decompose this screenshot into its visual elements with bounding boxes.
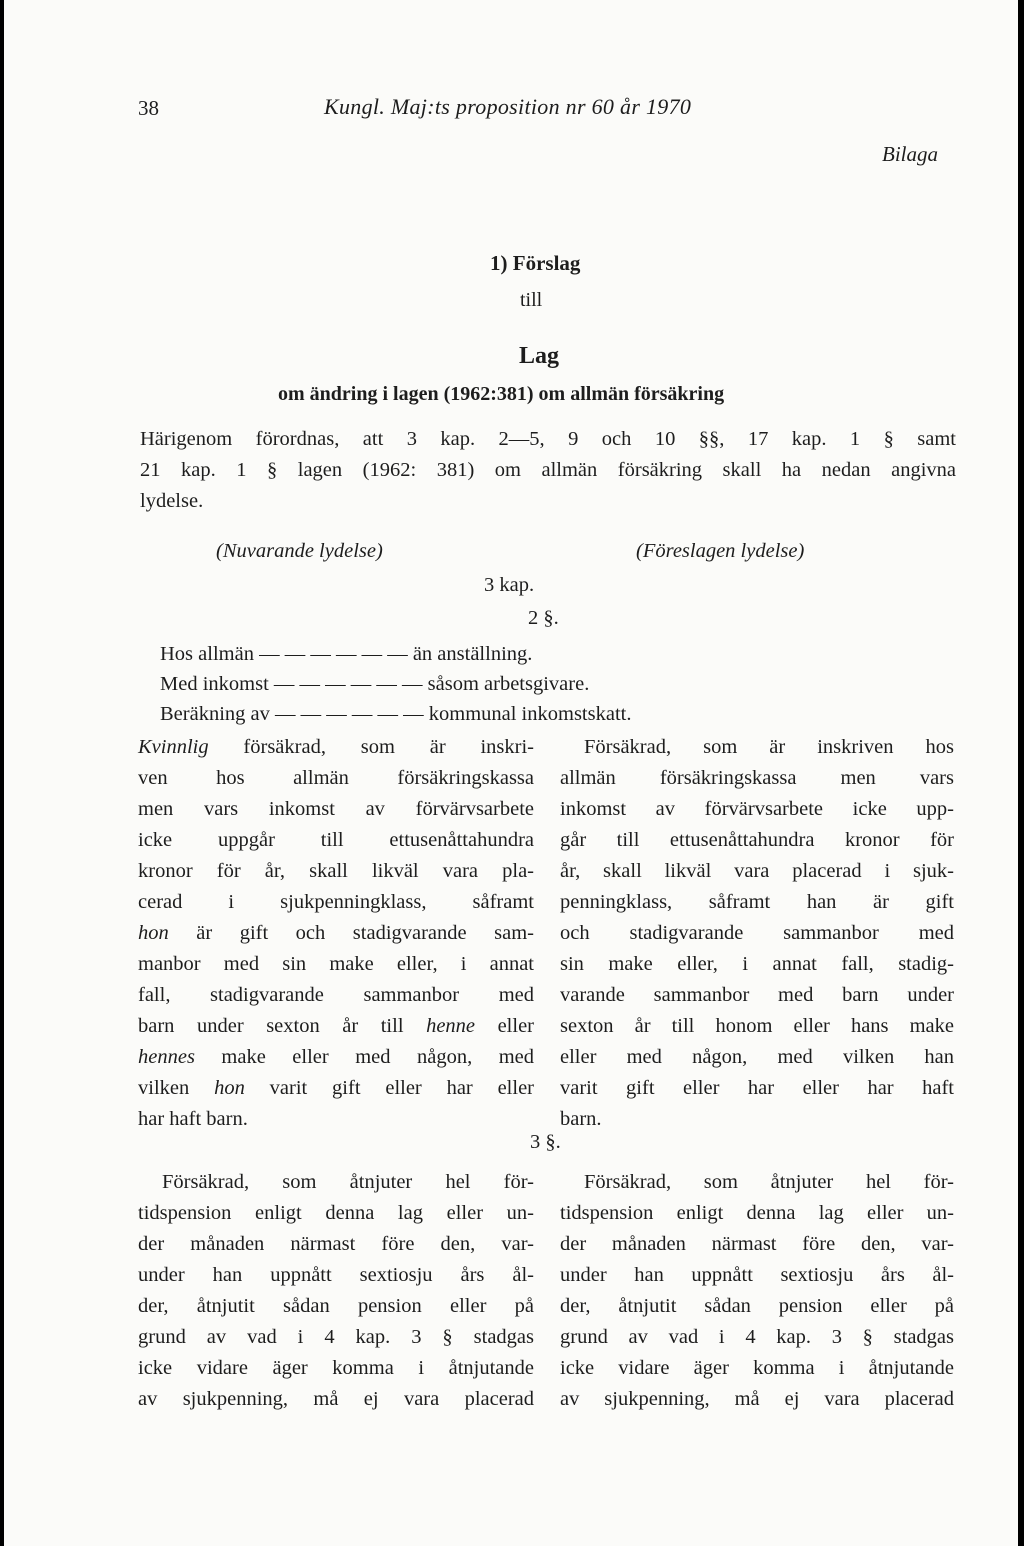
text-line: hennes make eller med någon, med [138,1046,534,1068]
text-line: manbor med sin make eller, i annat [138,953,534,975]
law-heading: Lag [519,343,560,369]
text-line: fall, stadigvarande sammanbor med [138,984,534,1006]
text-line: Försäkrad, som åtnjuter hel för- [584,1171,954,1193]
page-number: 38 [138,96,159,120]
text-line: av sjukpenning, må ej vara placerad [560,1388,954,1410]
text-line: sexton år till honom eller hans make [560,1015,954,1037]
text-line: ven hos allmän försäkringskassa [138,767,534,789]
intro-line: Härigenom förordnas, att 3 kap. 2—5, 9 och 10 §§, 17 kap. 1 § samt [140,428,956,450]
section-2-proposed-text [560,732,954,1135]
text-line: under han uppnått sextiosju års ål- [560,1264,954,1286]
text-line: men vars inkomst av förvärvsarbete [138,798,534,820]
text-line: och stadigvarande sammanbor med [560,922,954,944]
elision-dashes: — — — — — — [259,643,408,665]
proposal-till: till [520,289,543,311]
text-line: Försäkrad, som är inskriven hos [584,736,954,758]
dashed-line-1: Hos allmän — — — — — — än anställning. [160,643,533,665]
appendix-label: Bilaga [882,142,938,166]
section-2-current-text [138,732,534,1135]
section-3-current-text [138,1167,534,1415]
text-line: inkomst av förvärvsarbete icke upp- [560,798,954,820]
proposed-wording-label: (Föreslagen lydelse) [636,540,805,562]
text-line: vilken hon varit gift eller har eller [138,1077,534,1099]
text-line: grund av vad i 4 kap. 3 § stadgas [560,1326,954,1348]
text-line: under han uppnått sextiosju års ål- [138,1264,534,1286]
intro-line: 21 kap. 1 § lagen (1962: 381) om allmän försäkring skall ha nedan angivna [140,459,956,481]
document-page [4,0,1018,1546]
text-line: grund av vad i 4 kap. 3 § stadgas [138,1326,534,1348]
running-title: Kungl. Maj:ts proposition nr 60 år 1970 [324,94,692,119]
text-line: barn. [560,1108,602,1130]
text-line: varit gift eller har eller har haft [560,1077,954,1099]
current-wording-label: (Nuvarande lydelse) [216,540,383,562]
text-line: der månaden närmast före den, var- [560,1233,954,1255]
dashed-line-2: Med inkomst — — — — — — såsom arbetsgivare. [160,673,590,695]
text-line: icke vidare äger komma i åtnjutande [560,1357,954,1379]
text-line: der månaden närmast före den, var- [138,1233,534,1255]
text-line: kronor för år, skall likväl vara pla- [138,860,534,882]
text-line: allmän försäkringskassa men vars [560,767,954,789]
text-line: tidspension enligt denna lag eller un- [560,1202,954,1224]
intro-line: lydelse. [140,490,204,512]
section-3-proposed-text [560,1167,954,1415]
text-line: cerad i sjukpenningklass, såframt [138,891,534,913]
text-line: går till ettusenåttahundra kronor för [560,829,954,851]
text-line: har haft barn. [138,1108,248,1130]
text-line: tidspension enligt denna lag eller un- [138,1202,534,1224]
elision-dashes: — — — — — — [273,673,423,695]
text-line: varande sammanbor med barn under [560,984,954,1006]
text-line: eller med någon, med vilken han [560,1046,954,1068]
text-line: sin make eller, i annat fall, stadig- [560,953,954,975]
text-line: Försäkrad, som åtnjuter hel för- [162,1171,534,1193]
dashed-line-3: Beräkning av — — — — — — kommunal inkomstskatt. [160,703,632,725]
chapter-heading: 3 kap. [484,574,535,596]
text-line: icke uppgår till ettusenåttahundra [138,829,534,851]
text-line: der, åtnjutit sådan pension eller på [560,1295,954,1317]
elision-dashes: — — — — — — [275,703,424,725]
section-3-heading: 3 §. [530,1131,561,1153]
proposal-heading: 1) Förslag [490,251,581,275]
law-subtitle: om ändring i lagen (1962:381) om allmän försäkring [278,383,725,405]
section-2-heading: 2 §. [528,607,559,629]
text-line: år, skall likväl vara placerad i sjuk- [560,860,954,882]
text-line: Kvinnlig försäkrad, som är inskri- [138,736,534,758]
text-line: barn under sexton år till henne eller [138,1015,534,1037]
text-line: av sjukpenning, må ej vara placerad [138,1388,534,1410]
text-line: penningklass, såframt han är gift [560,891,954,913]
text-line: der, åtnjutit sådan pension eller på [138,1295,534,1317]
text-line: hon är gift och stadigvarande sam- [138,922,534,944]
text-line: icke vidare äger komma i åtnjutande [138,1357,534,1379]
